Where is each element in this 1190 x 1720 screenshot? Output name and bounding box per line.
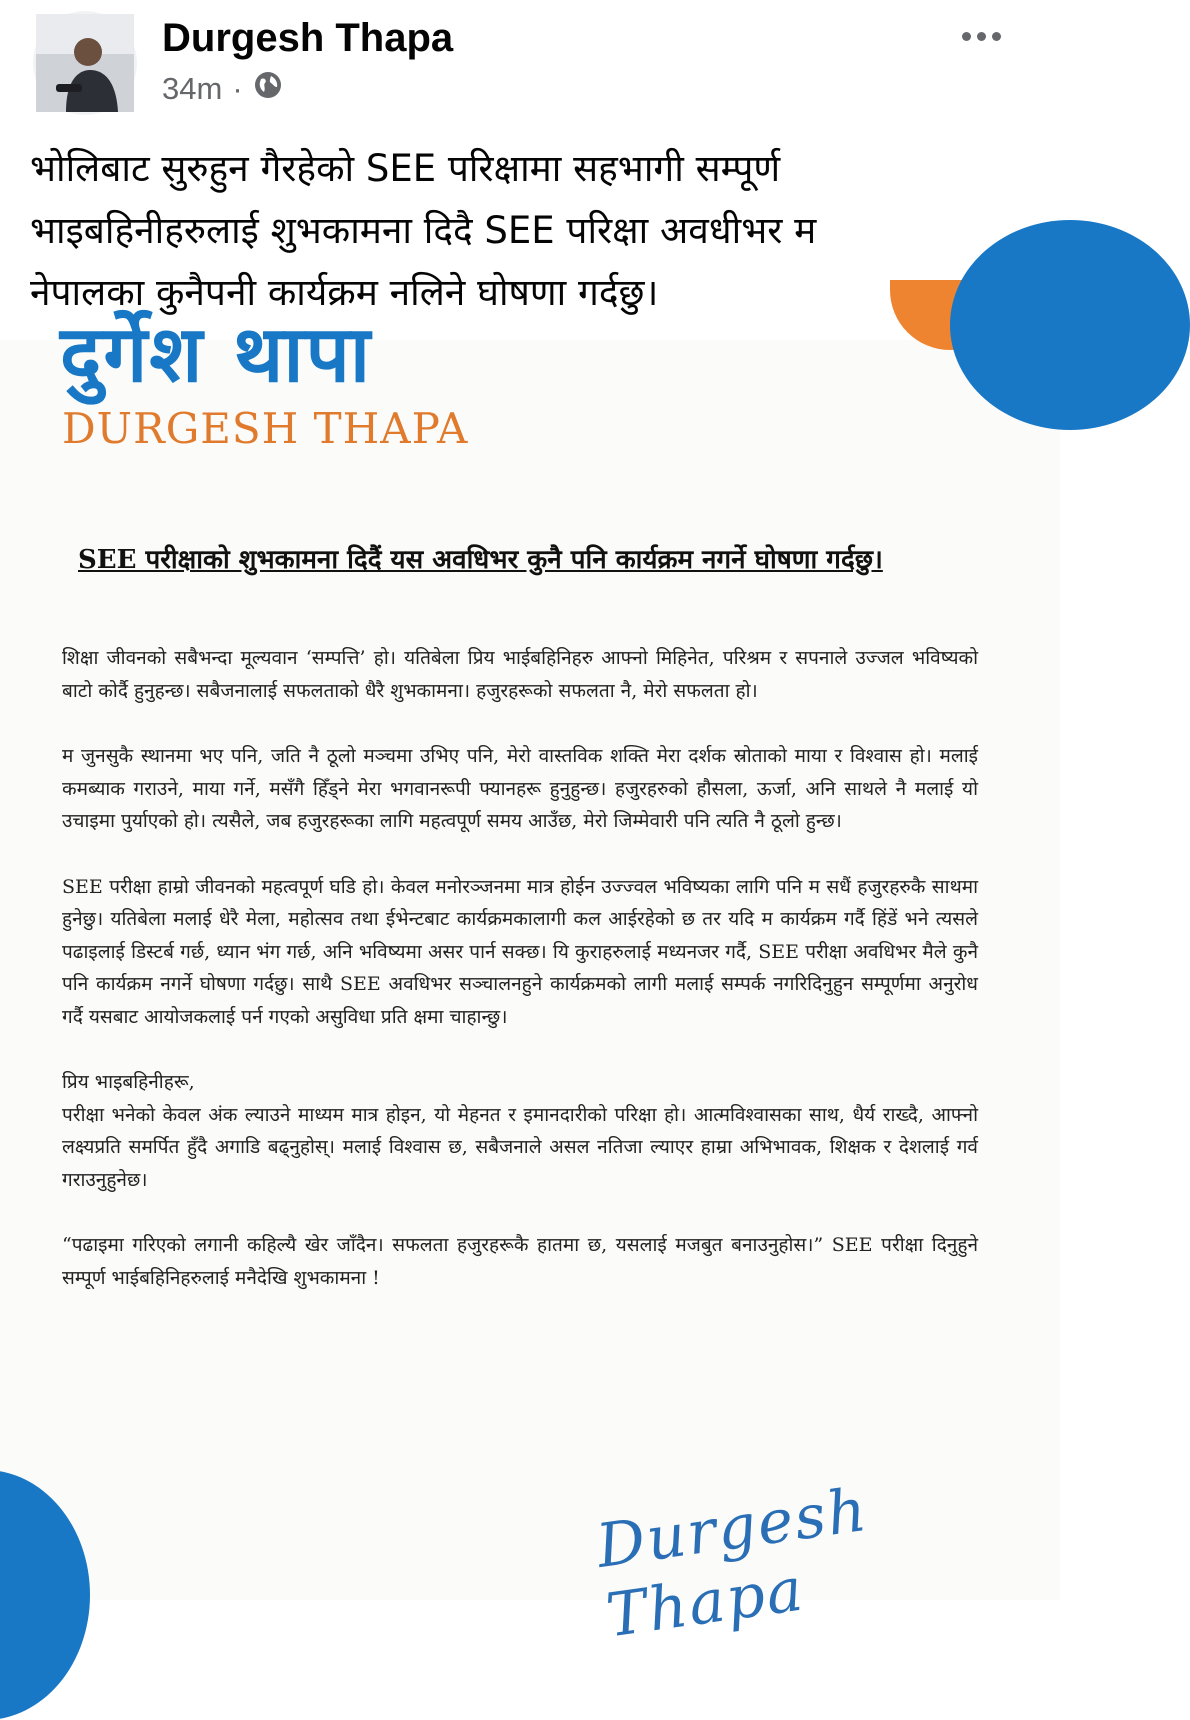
logo-devanagari: दुर्गेश थापा <box>60 310 373 400</box>
letter-body <box>62 642 978 1327</box>
letter-quote: “पढाइमा गरिएको लगानी कहिल्यै खेर जाँदैन। सफलता हजुरहरूकै हातमा छ, यसलाई मजबुत बनाउनुहोस।” SEE परीक्षा दिनुहुने सम्पूर्ण भाईबहिनिहरुलाई मनैदेखि शुभकामना ! <box>62 1234 978 1289</box>
letter-paragraph: म जुनसुकै स्थानमा भए पनि, जति नै ठूलो मञ्चमा उभिए पनि, मेरो वास्तविक शक्ति मेरा दर्शक स्रोताको माया र विश्वास हो। मलाई कमब्याक गराउने, माया गर्ने, मसँगै हिँड्ने मेरा भगवानरूपी फ्यानहरू हुनुहुन्छ। हजुरहरुको हौसला, ऊर्जा, अनि साथले नै मलाई यो उचाइमा पुर्याएको हो। त्यसैले, जब हजुरहरूका लागि महत्वपूर्ण समय आउँछ, मेरो जिम्मेवारी पनि त्यति नै ठूलो हुन्छ। <box>62 745 978 832</box>
post-text-line: भाइबहिनीहरुलाई शुभकामना दिदै SEE परिक्षा अवधीभर म <box>30 209 817 252</box>
avatar[interactable] <box>36 14 134 112</box>
meta-separator: · <box>232 71 243 106</box>
author-name[interactable]: Durgesh Thapa <box>162 16 454 60</box>
globe-icon <box>253 70 283 108</box>
letter-salutation: प्रिय भाइबहिनीहरू, <box>62 1071 195 1093</box>
logo-latin: DURGESH THAPA <box>62 404 469 453</box>
letter-paragraph: शिक्षा जीवनको सबैभन्दा मूल्यवान ‘सम्पत्ति’ हो। यतिबेला प्रिय भाईबहिनिहरु आफ्नो मिहिनेत, परिश्रम र सपनाले उज्जल भविष्यको बाटो कोर्दै हुनुहन्छ। सबैजनालाई सफलताको धैरै शुभकामना। हजुरहरूको सफलता नै, मेरो सफलता हो। <box>62 647 978 702</box>
letter-paragraph: परीक्षा भनेको केवल अंक ल्याउने माध्यम मात्र होइन, यो मेहनत र इमानदारीको परिक्षा हो। आत्मविश्वासका साथ, धैर्य राख्दै, आफ्नो लक्ष्यप्रति समर्पित हुँदै अगाडि बढ्नुहोस्। मलाई विश्वास छ, सबैजनाले असल नतिजा ल्याएर हाम्रा अभिभावक, शिक्षक र देशलाई गर्व गराउनुहुनेछ। <box>62 1103 978 1191</box>
post-text <box>30 138 1010 324</box>
post-timestamp[interactable]: 34m <box>162 71 223 106</box>
post-text-line: नेपालका कुनैपनी कार्यक्रम नलिने घोषणा गर्दछु। <box>30 271 659 314</box>
letter-paragraph: SEE परीक्षा हाम्रो जीवनको महत्वपूर्ण घडि हो। केवल मनोरञ्जनमा मात्र होईन उज्ज्वल भविष्यका लागि पनि म सधैं हजुरहरुकै साथमा हुनेछु। यतिबेला मलाई धेरै मेला, महोत्सव तथा ईभेन्टबाट कार्यक्रमकालागी कल आईरहेको छ तर यदि म कार्यक्रम गर्दै हिंडें भने त्यसले पढाइलाई डिस्टर्ब गर्छ, ध्यान भंग गर्छ, अनि भविष्यमा असर पार्न सक्छ। यि कुराहरुलाई मध्यनजर गर्दै, SEE परीक्षा अवधिभर मैले कुनै पनि कार्यक्रम नगर्ने घोषणा गर्दछु। साथै SEE अवधिभर सञ्चालनहुने कार्यक्रमको लागी मलाई सम्पर्क नगरिदिनुहुन सम्पूर्णमा अनुरोध गर्दै यसबाट आयोजकलाई पर्न गएको असुविधा प्रति क्षमा चाहान्छु। <box>62 875 978 1028</box>
letter-heading: SEE परीक्षाको शुभकामना दिदैं यस अवधिभर कुनै पनि कार्यक्रम नगर्ने घोषणा गर्दछु। <box>78 545 883 575</box>
post-meta <box>162 70 283 108</box>
corner-decoration-blue <box>950 220 1190 430</box>
post-image-letter[interactable] <box>0 310 1060 1652</box>
more-options-icon <box>962 32 971 41</box>
signature: Durgesh Thapa <box>592 1474 873 1652</box>
avatar-photo-icon <box>36 14 134 112</box>
more-options-button[interactable] <box>958 24 1004 48</box>
post-text-line: भोलिबाट सुरुहुन गैरहेको SEE परिक्षामा सहभागी सम्पूर्ण <box>30 147 781 190</box>
corner-decoration-blue-bottom <box>0 1470 90 1720</box>
